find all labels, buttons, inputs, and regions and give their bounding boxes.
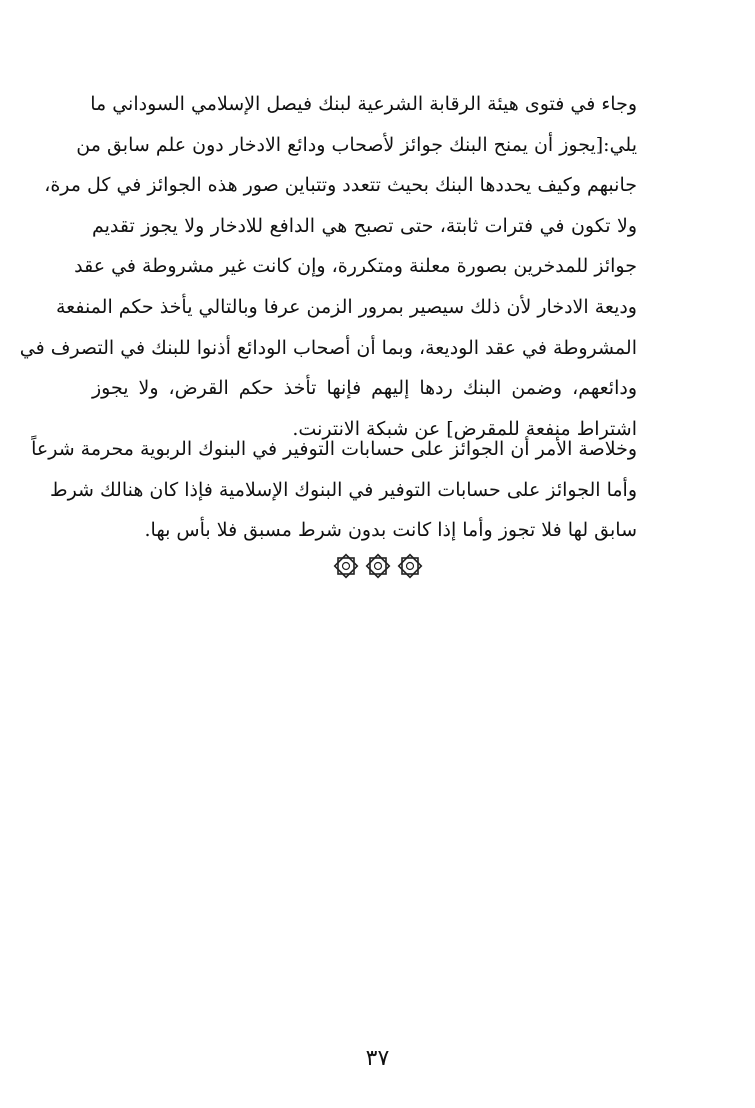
text-line: جوائز للمدخرين بصورة معلنة ومتكررة، وإن كانت غير مشروطة في عقد [74,255,637,278]
section-ornament [0,551,755,581]
text-line: جانبهم وكيف يحددها البنك بحيث تتعدد وتتباين صور هذه الجوائز في كل مرة، [44,174,637,197]
text-line: ودائعهم، وضمن البنك ردها إليهم فإنها تأخذ حكم القرض، ولا يجوز [92,377,637,400]
text-line: سابق لها فلا تجوز وأما إذا كانت بدون شرط مسبق فلا بأس بها. [144,519,637,542]
text-line: المشروطة في عقد الوديعة، وبما أن أصحاب الودائع أذنوا للبنك في التصرف في [19,336,637,359]
paragraph-conclusion [31,429,637,551]
text-line: وخلاصة الأمر أن الجوائز على حسابات التوفير في البنوك الربوية محرمة شرعاً [31,438,637,460]
star-octagram-icon [363,551,393,581]
text-line: وجاء في فتوى هيئة الرقابة الشرعية لبنك فيصل الإسلامي السوداني ما [90,93,637,115]
text-line: يلي:[يجوز أن يمنح البنك جوائز لأصحاب ودائع الادخار دون علم سابق من [76,133,637,156]
page-number: ٣٧ [365,1046,390,1071]
text-line: وديعة الادخار لأن ذلك سيصير بمرور الزمن عرفا وبالتالي يأخذ حكم المنفعة [55,295,637,318]
star-octagram-icon [331,551,361,581]
star-octagram-icon [395,551,425,581]
text-line: اشتراط منفعة للمقرض] عن شبكة الانترنت. [292,417,637,440]
text-line: ولا تكون في فترات ثابتة، حتى تصبح هي الدافع للادخار ولا يجوز تقديم [92,214,637,237]
text-line: وأما الجوائز على حسابات التوفير في البنوك الإسلامية فإذا كان هنالك شرط [50,478,637,501]
